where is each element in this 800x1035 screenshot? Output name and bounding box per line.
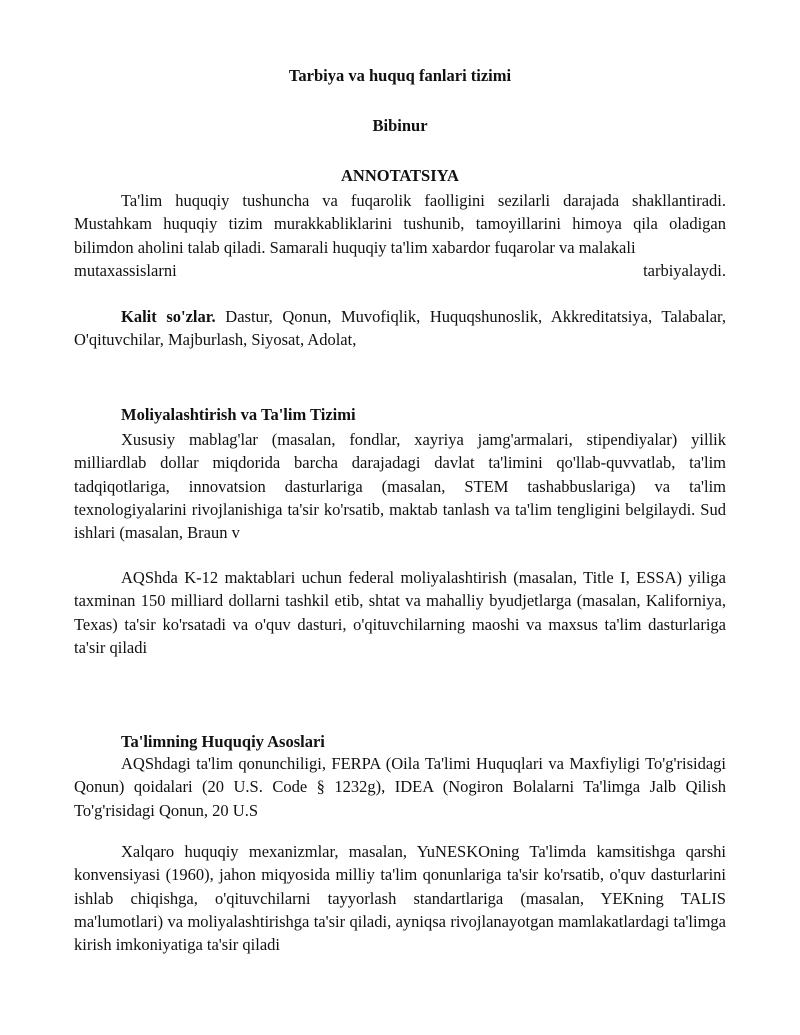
annotation-last-line: mutaxassislarni tarbiyalaydi. — [74, 260, 726, 280]
annotation-text: Ta'lim huquqiy tushuncha va fuqarolik faolligini sezilarli darajada shakllantiradi. Mustahkam huquqiy tizim murakkabliklarini tushunib, tamoyillarini himoya qila oladigan bilimdon aholini talab qiladi. Samarali huquqiy ta'lim xabardor fuqarolar va malakali — [74, 191, 726, 257]
keywords-paragraph — [74, 305, 726, 352]
legal-paragraph-2: Xalqaro huquqiy mexanizmlar, masalan, YuNESKOning Ta'limda kamsitishga qarshi konvensiyasi (1960), jahon miqyosida milliy ta'lim qonunlariga ta'sir ko'rsatib, o'quv dasturlarini ishlab chiqishga, o'qituvchilarni tayyorlash standartlariga (masalan, YEKning TALIS ma'lumotlari) va moliyalashtirishga ta'sir qiladi, ayniqsa rivojlanayotgan mamlakatlardagi ta'limga kirish imkoniyatiga ta'sir qiladi — [74, 842, 726, 955]
keywords-label: Kalit so'zlar. — [121, 307, 216, 326]
legal-paragraph-1: AQShdagi ta'lim qonunchiligi, FERPA (Oila Ta'limi Huquqlari va Maxfiyligi To'g'risidagi Qonun) qoidalari (20 U.S. Code § 1232g), IDEA (Nogiron Bolalarni Ta'limga Jalb Qilish To'g'risidagi Qonun, 20 U.S — [74, 754, 726, 820]
author-name: Bibinur — [372, 116, 428, 135]
annotation-paragraph — [74, 189, 726, 282]
keywords-text: Dastur, Qonun, Muvofiqlik, Huquqshunoslik, Akkreditatsiya, Talabalar, O'qituvchilar, Majburlash, Siyosat, Adolat, — [74, 307, 726, 350]
document-title: Tarbiya va huquq fanlari tizimi — [288, 66, 512, 85]
funding-paragraph-2: AQShda K-12 maktablari uchun federal moliyalashtirish (masalan, Title I, ESSA) yiliga taxminan 150 milliard dollarni tashkil etib, shtat va mahalliy byudjetlarga (masalan, Kaliforniya, Texas) ta'sir ko'rsatadi va o'quv dasturi, o'qituvchilarning maoshi va maxsus ta'lim dasturlariga ta'sir qiladi — [74, 568, 726, 657]
section-heading-funding: Moliyalashtirish va Ta'lim Tizimi — [121, 405, 356, 424]
funding-paragraph-1: Xususiy mablag'lar (masalan, fondlar, xayriya jamg'armalari, stipendiyalar) yillik milliardlab dollar miqdorida barcha darajadagi davlat ta'limini qo'llab-quvvatlab, ta'lim tadqiqotlariga, innovatsion dasturlariga (masalan, STEM tashabbuslariga) va ta'lim texnologiyalarini rivojlanishiga ta'sir ko'rsatib, maktab tanlash va ta'lim tengligini belgilaydi. Sud ishlari (masalan, Braun v — [74, 430, 726, 543]
section-heading-legal: Ta'limning Huquqiy Asoslari — [121, 732, 325, 751]
annotation-heading: ANNOTATSIYA — [341, 166, 459, 185]
